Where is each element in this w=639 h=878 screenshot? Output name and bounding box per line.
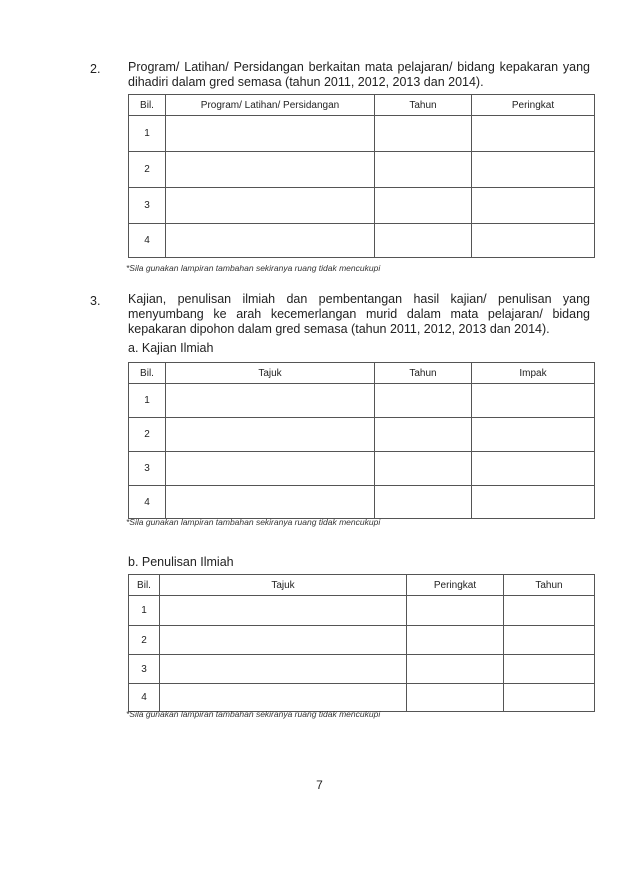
section-2-note: *Sila gunakan lampiran tambahan sekiranya ruang tidak mencukupi (126, 263, 381, 273)
row-number: 2 (129, 626, 160, 655)
tahun-cell[interactable] (375, 384, 472, 418)
header-impak: Impak (472, 363, 595, 384)
tajuk-cell[interactable] (166, 418, 375, 452)
tahun-cell[interactable] (504, 596, 595, 626)
header-tahun: Tahun (375, 363, 472, 384)
table-row (129, 486, 595, 519)
tahun-cell[interactable] (375, 486, 472, 519)
tahun-cell[interactable] (375, 224, 472, 258)
header-program: Program/ Latihan/ Persidangan (166, 95, 375, 116)
header-bil: Bil. (129, 575, 160, 596)
peringkat-cell[interactable] (407, 655, 504, 684)
tahun-cell[interactable] (375, 188, 472, 224)
program-cell[interactable] (166, 188, 375, 224)
row-number: 2 (129, 418, 166, 452)
row-number: 4 (129, 224, 166, 258)
program-cell[interactable] (166, 224, 375, 258)
tahun-cell[interactable] (375, 152, 472, 188)
row-number: 2 (129, 152, 166, 188)
section-3-text: Kajian, penulisan ilmiah dan pembentangan hasil kajian/ penulisan yang menyumbang ke arah kecemerlangan murid dalam mata pelajaran/ bidang kepakaran dipohon dalam gred semasa (tahun 2011, 2012, 2013 dan 2014). (128, 292, 590, 336)
subsection-b-note: *Sila gunakan lampiran tambahan sekiranya ruang tidak mencukupi (126, 709, 381, 719)
kajian-ilmiah-table (128, 362, 595, 519)
table-row (129, 596, 595, 626)
tajuk-cell[interactable] (160, 684, 407, 712)
peringkat-cell[interactable] (407, 626, 504, 655)
peringkat-cell[interactable] (407, 596, 504, 626)
section-2-number: 2. (90, 62, 101, 76)
program-cell[interactable] (166, 152, 375, 188)
impak-cell[interactable] (472, 452, 595, 486)
tajuk-cell[interactable] (166, 486, 375, 519)
peringkat-cell[interactable] (472, 116, 595, 152)
header-tahun: Tahun (504, 575, 595, 596)
header-tajuk: Tajuk (160, 575, 407, 596)
row-number: 4 (129, 684, 160, 712)
tahun-cell[interactable] (504, 655, 595, 684)
row-number: 4 (129, 486, 166, 519)
header-tajuk: Tajuk (166, 363, 375, 384)
tajuk-cell[interactable] (160, 655, 407, 684)
row-number: 1 (129, 384, 166, 418)
table-row (129, 384, 595, 418)
tajuk-cell[interactable] (166, 452, 375, 486)
peringkat-cell[interactable] (472, 224, 595, 258)
peringkat-cell[interactable] (407, 684, 504, 712)
peringkat-cell[interactable] (472, 188, 595, 224)
peringkat-cell[interactable] (472, 152, 595, 188)
table-row (129, 655, 595, 684)
tajuk-cell[interactable] (166, 384, 375, 418)
impak-cell[interactable] (472, 384, 595, 418)
subsection-a-note: *Sila gunakan lampiran tambahan sekiranya ruang tidak mencukupi (126, 517, 381, 527)
table-row (129, 224, 595, 258)
row-number: 3 (129, 655, 160, 684)
program-table (128, 94, 595, 258)
program-cell[interactable] (166, 116, 375, 152)
table-row (129, 684, 595, 712)
section-2-text: Program/ Latihan/ Persidangan berkaitan mata pelajaran/ bidang kepakaran yang dihadiri dalam gred semasa (tahun 2011, 2012, 2013 dan 2014). (128, 60, 590, 89)
row-number: 3 (129, 452, 166, 486)
tajuk-cell[interactable] (160, 596, 407, 626)
tahun-cell[interactable] (504, 684, 595, 712)
page-number: 7 (316, 778, 323, 792)
row-number: 1 (129, 596, 160, 626)
penulisan-ilmiah-table (128, 574, 595, 712)
table-row (129, 116, 595, 152)
tajuk-cell[interactable] (160, 626, 407, 655)
header-tahun: Tahun (375, 95, 472, 116)
header-bil: Bil. (129, 363, 166, 384)
header-bil: Bil. (129, 95, 166, 116)
table-row (129, 418, 595, 452)
tahun-cell[interactable] (375, 452, 472, 486)
row-number: 1 (129, 116, 166, 152)
table-row (129, 452, 595, 486)
subsection-a-title: a. Kajian Ilmiah (128, 341, 214, 355)
table-row (129, 152, 595, 188)
subsection-b-title: b. Penulisan Ilmiah (128, 555, 234, 569)
row-number: 3 (129, 188, 166, 224)
tahun-cell[interactable] (375, 116, 472, 152)
impak-cell[interactable] (472, 418, 595, 452)
tahun-cell[interactable] (504, 626, 595, 655)
header-peringkat: Peringkat (407, 575, 504, 596)
table-row (129, 626, 595, 655)
impak-cell[interactable] (472, 486, 595, 519)
tahun-cell[interactable] (375, 418, 472, 452)
table-row (129, 188, 595, 224)
header-peringkat: Peringkat (472, 95, 595, 116)
section-3-number: 3. (90, 294, 101, 308)
